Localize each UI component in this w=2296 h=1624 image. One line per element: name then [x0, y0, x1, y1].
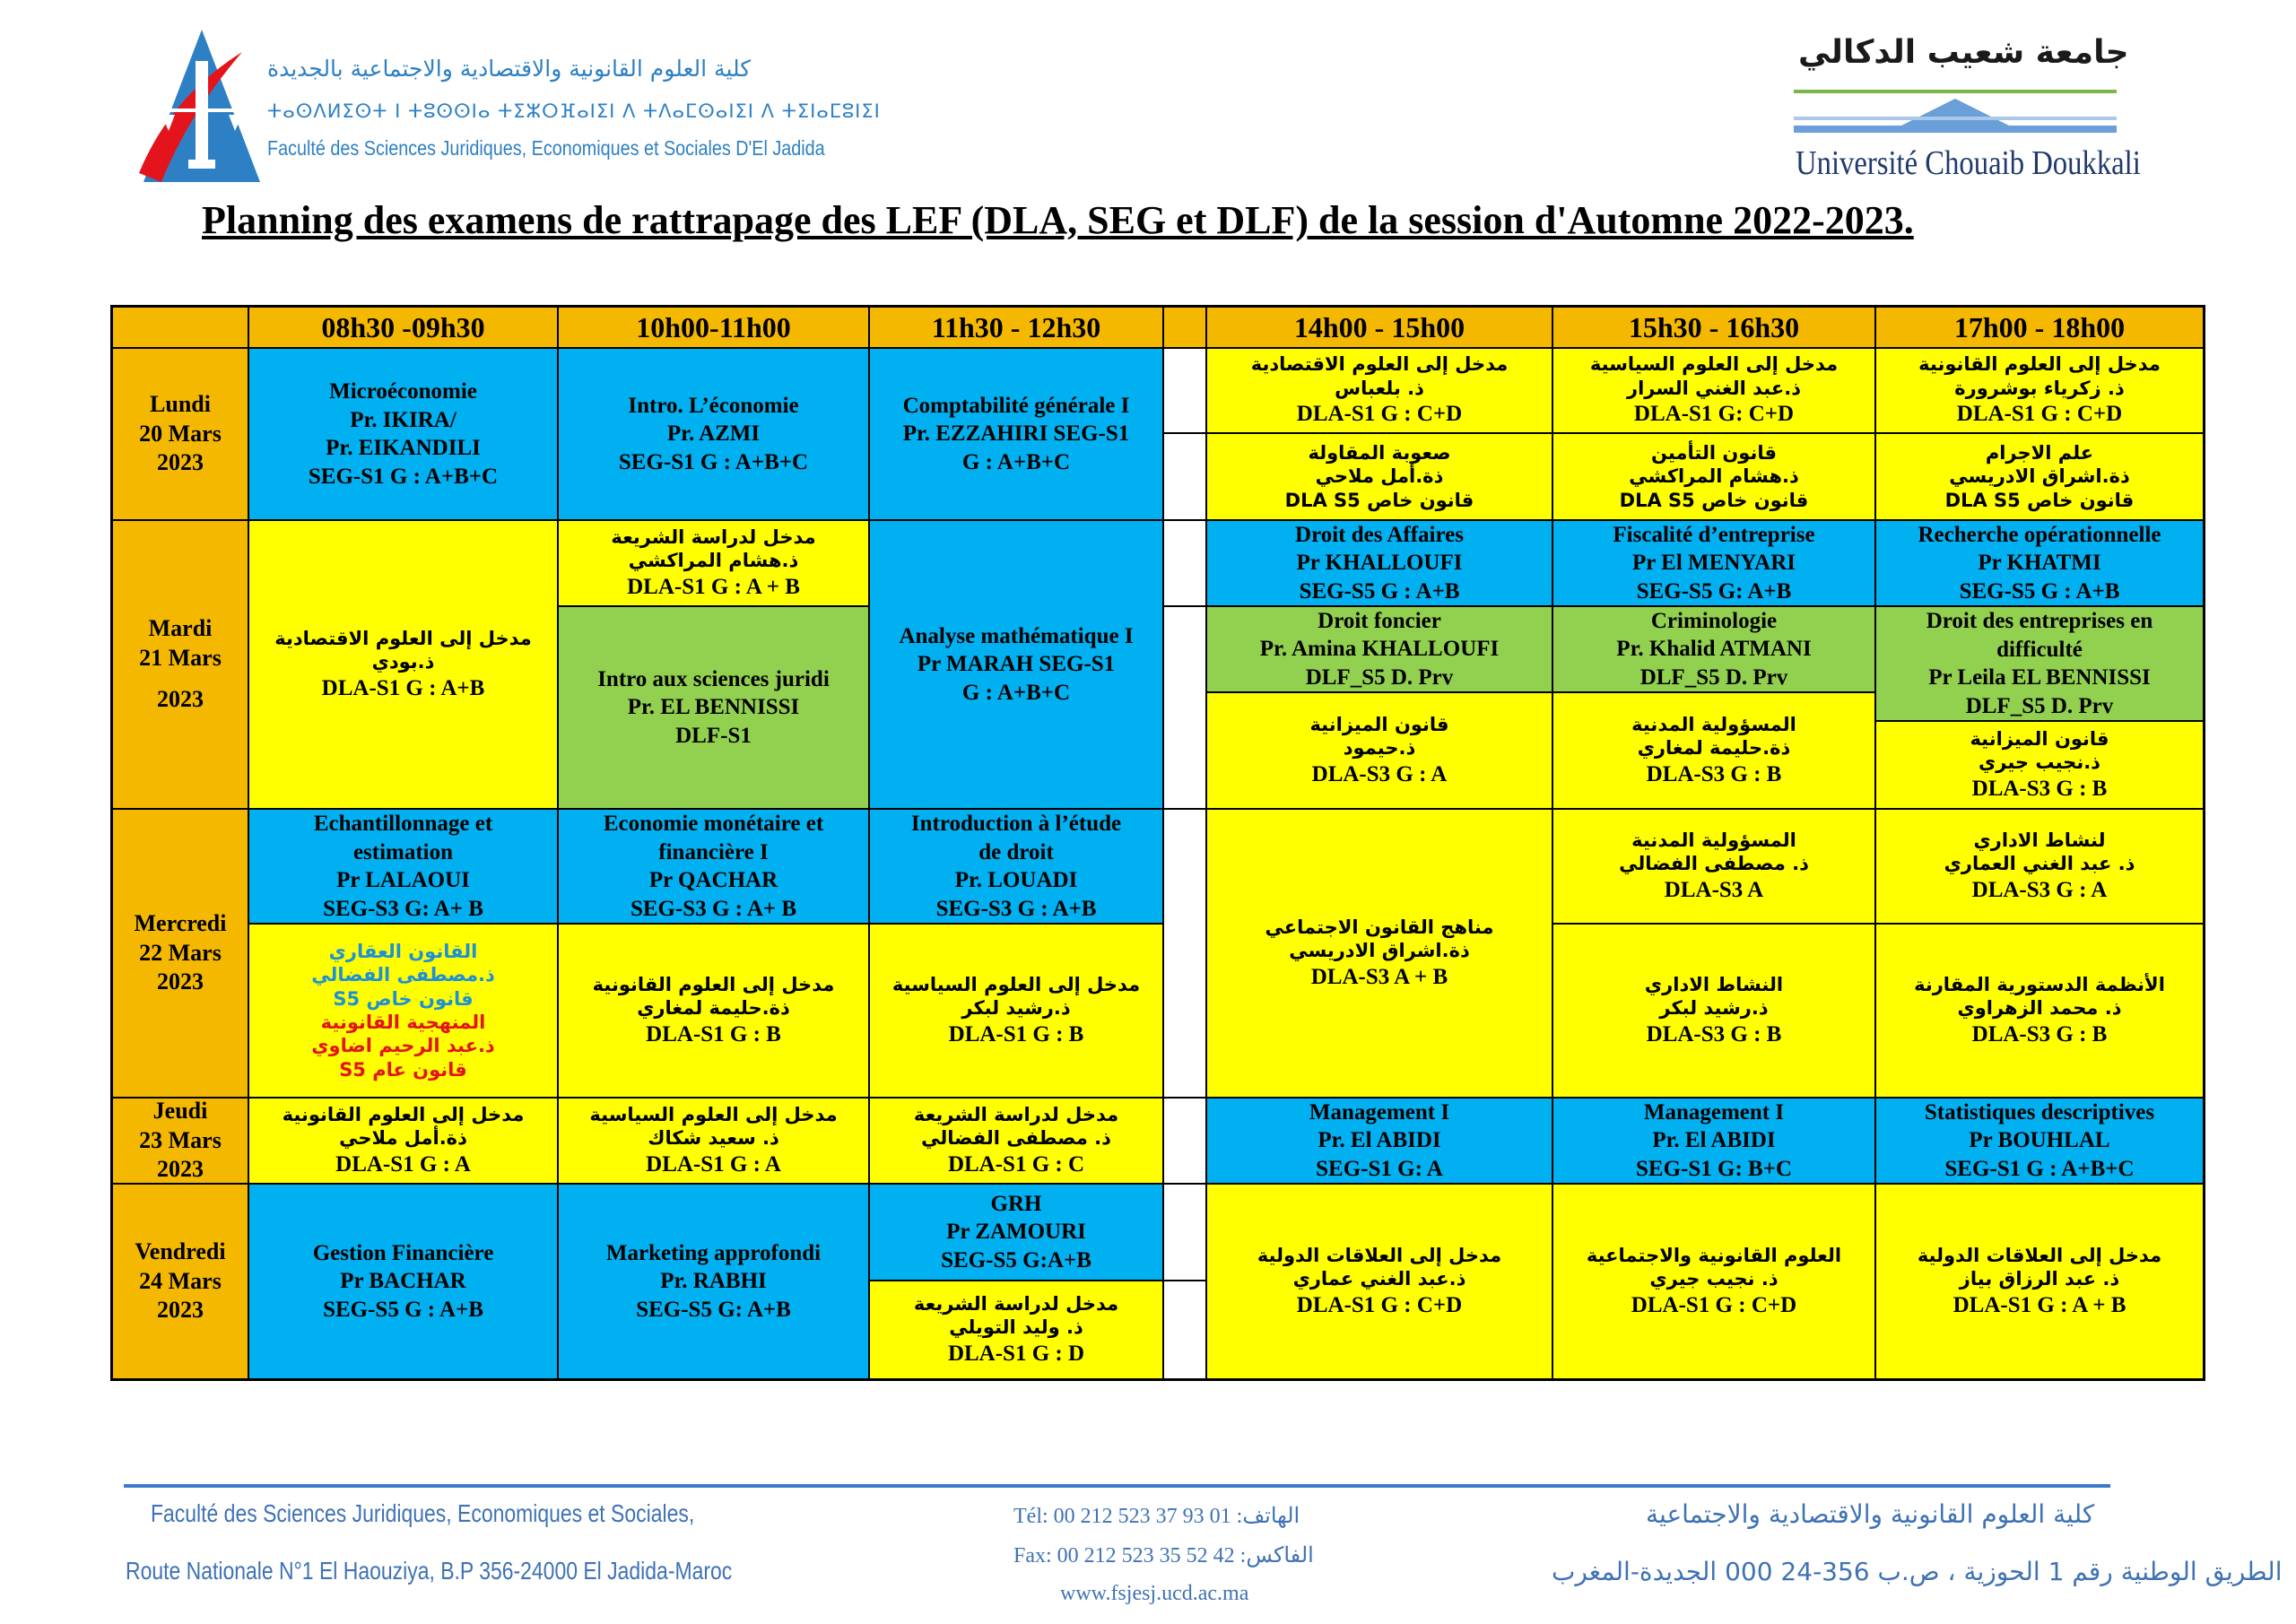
exam-cell: Comptabilité générale I Pr. EZZAHIRI SEG-S1 G : A+B+C: [869, 348, 1163, 520]
exam-cell: Echantillonnage et estimation Pr LALAOUI SEG-S3 G: A+ B: [248, 809, 558, 924]
footer-website-link[interactable]: www.fsjesj.ucd.ac.ma: [1060, 1582, 1249, 1605]
exam-cell: مدخل لدراسة الشريعة ذ. مصطفى الفضالي DLA-S1 G : C: [869, 1098, 1163, 1184]
exam-cell: GRH Pr ZAMOURI SEG-S5 G:A+B: [869, 1184, 1163, 1281]
lunch-break-cell: [1163, 433, 1206, 520]
exam-cell: قانون التأمين ذ.هشام المراكشي قانون خاص DLA S5: [1552, 433, 1875, 520]
faculty-name-tifinagh: ⵜⴰⵙⴷⵍⵉⵙⵜ ⵏ ⵜⵓⵙⵙⵏⴰ ⵜⵉⵣⵔⴼⴰⵏⵉⵏ ⴷ ⵜⴷⴰⵎⵙⴰⵏⵉⵏ ⴷ ⵜⵉⵏⴰⵎⵓⵏⵉⵏ: [267, 100, 881, 122]
exam-cell: Management I Pr. El ABIDI SEG-S1 G: B+C: [1552, 1098, 1875, 1184]
exam-cell: Statistiques descriptives Pr BOUHLAL SEG-S1 G : A+B+C: [1875, 1098, 2204, 1184]
time-slot-header: 10h00-11h00: [558, 307, 869, 348]
university-name-fr: Université Chouaib Doukkali: [1796, 144, 2141, 182]
exam-cell: مدخل إلى العلوم القانونية ذ. زكرياء بوشرورة DLA-S1 G : C+D: [1875, 348, 2204, 433]
exam-cell: Droit foncier Pr. Amina KHALLOUFI DLF_S5 D. Prv: [1206, 606, 1552, 692]
exam-cell: المسؤولية المدنية ذة.حليمة لمغاري DLA-S3 G : B: [1552, 692, 1875, 809]
day-mardi: Mardi 21 Mars 2023: [112, 520, 248, 809]
exam-cell: Management I Pr. El ABIDI SEG-S1 G: A: [1206, 1098, 1552, 1184]
lunch-break-header: [1163, 307, 1206, 348]
time-slot-header: 14h00 - 15h00: [1206, 307, 1552, 348]
exam-cell: العلوم القانونية والاجتماعية ذ. نجيب جيري DLA-S1 G : C+D: [1552, 1184, 1875, 1379]
exam-cell: Introduction à l’étude de droit Pr. LOUADI SEG-S3 G : A+B: [869, 809, 1163, 924]
exam-cell: لنشاط الاداري ذ. عبد الغني العماري DLA-S3 G : A: [1875, 809, 2204, 924]
footer-phone: Tél: 00 212 523 37 93 01 :الهاتف: [1013, 1505, 1300, 1528]
lunch-break-cell: [1163, 348, 1206, 433]
exam-cell: Intro. L’économie Pr. AZMI SEG-S1 G : A+B+C: [558, 348, 869, 520]
faculty-logo: [135, 25, 269, 191]
footer-faculty-ar: كلية العلوم القانونية والاقتصادية والاجتماعية: [1646, 1499, 2095, 1529]
time-slot-header: 11h30 - 12h30: [869, 307, 1163, 348]
day-vendredi: Vendredi 24 Mars 2023: [112, 1184, 248, 1379]
lunch-break-cell: [1163, 520, 1206, 606]
day-lundi: Lundi 20 Mars 2023: [112, 348, 248, 520]
exam-cell: مدخل إلى العلوم القانونية ذة.حليمة لمغاري DLA-S1 G : B: [558, 924, 869, 1098]
faculty-name-fr: Faculté des Sciences Juridiques, Economiques et Sociales D'El Jadida: [267, 136, 825, 160]
university-logo-mountain: [1794, 81, 2117, 135]
exam-cell: Marketing approfondi Pr. RABHI SEG-S5 G: A+B: [558, 1184, 869, 1379]
exam-cell: المسؤولية المدنية ذ. مصطفى الفضالي DLA-S3 A: [1552, 809, 1875, 924]
exam-cell: صعوبة المقاولة ذة.أمل ملاحي قانون خاص DLA S5: [1206, 433, 1552, 520]
faculty-name-ar: كلية العلوم القانونية والاقتصادية والاجتماعية بالجديدة: [267, 56, 752, 82]
exam-cell: مدخل إلى العلوم الاقتصادية ذ.بودي DLA-S1 G : A+B: [248, 520, 558, 809]
exam-cell: Gestion Financière Pr BACHAR SEG-S5 G : A+B: [248, 1184, 558, 1379]
exam-cell: Economie monétaire et financière I Pr QACHAR SEG-S3 G : A+ B: [558, 809, 869, 924]
exam-cell: النشاط الاداري ذ.رشيد لبكر DLA-S3 G : B: [1552, 924, 1875, 1098]
exam-cell: مدخل إلى العلاقات الدولية ذ. عبد الرزاق بياز DLA-S1 G : A + B: [1875, 1184, 2204, 1379]
university-name-ar: جامعة شعيب الدكالي: [1798, 34, 2129, 71]
lunch-break-cell: [1163, 1098, 1206, 1184]
footer-address-ar: الطريق الوطنية رقم 1 الحوزية ، ص.ب 356-24 000 الجديدة-المغرب: [1552, 1557, 2283, 1586]
time-slot-header: 08h30 -09h30: [248, 307, 558, 348]
exam-cell: Microéconomie Pr. IKIRA/ Pr. EIKANDILI SEG-S1 G : A+B+C: [248, 348, 558, 520]
exam-cell: مدخل إلى العلاقات الدولية ذ.عبد الغني عماري DLA-S1 G : C+D: [1206, 1184, 1552, 1379]
day-mercredi: Mercredi 22 Mars 2023: [112, 809, 248, 1098]
footer-address-fr: Route Nationale N°1 El Haouziya, B.P 356-24000 El Jadida-Maroc: [126, 1557, 733, 1585]
footer-faculty-fr: Faculté des Sciences Juridiques, Economiques et Sociales,: [151, 1499, 695, 1527]
exam-cell: قانون الميزانية ذ.نجيب جيري DLA-S3 G : B: [1875, 721, 2204, 809]
header-corner: [112, 307, 248, 348]
lunch-break-cell: [1163, 1184, 1206, 1281]
exam-cell: قانون الميزانية ذ.حيمود DLA-S3 G : A: [1206, 692, 1552, 809]
time-slot-header: 17h00 - 18h00: [1875, 307, 2204, 348]
lunch-break-cell: [1163, 809, 1206, 1098]
exam-cell: مدخل لدراسة الشريعة ذ. وليد التويلي DLA-S1 G : D: [869, 1281, 1163, 1379]
exam-cell: Droit des entreprises en difficulté Pr Leila EL BENNISSI DLF_S5 D. Prv: [1875, 606, 2204, 721]
exam-cell: Recherche opérationnelle Pr KHATMI SEG-S5 G : A+B: [1875, 520, 2204, 606]
exam-cell: مدخل إلى العلوم السياسية ذ. سعيد شكاك DLA-S1 G : A: [558, 1098, 869, 1184]
time-slot-header: 15h30 - 16h30: [1552, 307, 1875, 348]
schedule-table: [110, 305, 2205, 1381]
exam-cell: علم الاجرام ذة.اشراق الادريسي قانون خاص DLA S5: [1875, 433, 2204, 520]
footer-fax: Fax: 00 212 523 35 52 42 :الفاكس: [1013, 1544, 1314, 1568]
exam-cell: مدخل إلى العلوم القانونية ذة.أمل ملاحي DLA-S1 G : A: [248, 1098, 558, 1184]
exam-cell: Intro aux sciences juridi Pr. EL BENNISSI DLF-S1: [558, 606, 869, 809]
exam-cell: مدخل إلى العلوم الاقتصادية ذ. بلعباس DLA-S1 G : C+D: [1206, 348, 1552, 433]
exam-cell: مدخل إلى العلوم السياسية ذ.عبد الغني السرار DLA-S1 G: C+D: [1552, 348, 1875, 433]
exam-cell: Droit des Affaires Pr KHALLOUFI SEG-S5 G : A+B: [1206, 520, 1552, 606]
exam-cell: Analyse mathématique I Pr MARAH SEG-S1 G : A+B+C: [869, 520, 1163, 809]
lunch-break-cell: [1163, 1281, 1206, 1379]
exam-cell: مناهج القانون الاجتماعي ذة.اشراق الادريسي DLA-S3 A + B: [1206, 809, 1552, 1098]
footer-divider: [124, 1484, 2110, 1488]
lunch-break-cell: [1163, 606, 1206, 809]
day-jeudi: Jeudi 23 Mars 2023: [112, 1098, 248, 1184]
page-title: Planning des examens de rattrapage des LEF (DLA, SEG et DLF) de la session d'Automne 2022-2023.: [202, 198, 1914, 242]
exam-cell: مدخل لدراسة الشريعة ذ.هشام المراكشي DLA-S1 G : A + B: [558, 520, 869, 606]
exam-cell: Criminologie Pr. Khalid ATMANI DLF_S5 D. Prv: [1552, 606, 1875, 692]
exam-cell: القانون العقاري ذ.مصطفى الفضالي قانون خاص S5 المنهجية القانونية ذ.عبد الرحيم اضاوي قانون عام S5: [248, 924, 558, 1098]
exam-cell: Fiscalité d’entreprise Pr El MENYARI SEG-S5 G: A+B: [1552, 520, 1875, 606]
exam-cell: الأنظمة الدستورية المقارنة ذ. محمد الزهراوي DLA-S3 G : B: [1875, 924, 2204, 1098]
exam-cell: مدخل إلى العلوم السياسية ذ.رشيد لبكر DLA-S1 G : B: [869, 924, 1163, 1098]
